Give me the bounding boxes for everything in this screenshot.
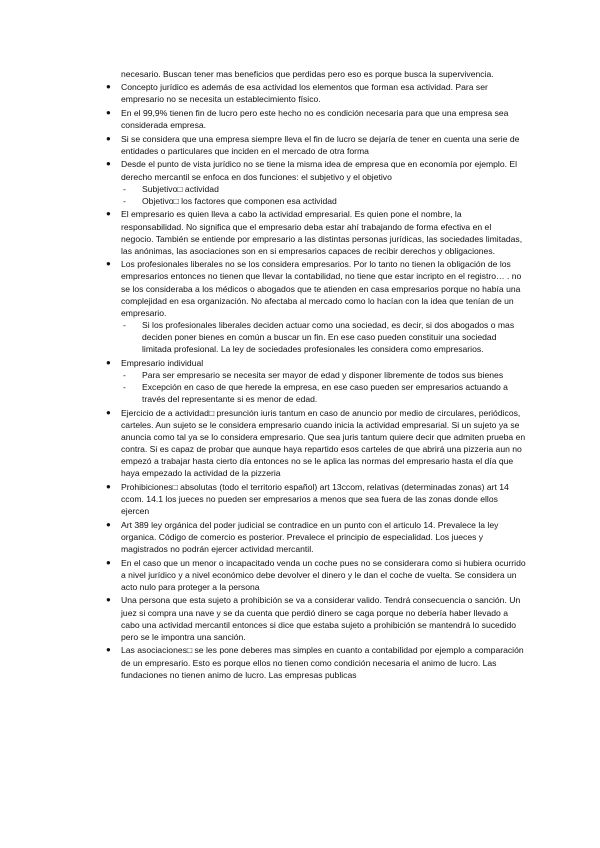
sub-list-item xyxy=(121,369,526,381)
continuation-paragraph: necesario. Buscan tener mas beneficios que perdidas pero eso es porque busca la supervivencia. xyxy=(121,69,494,79)
sub-list-item-text: Si los profesionales liberales deciden actuar como una sociedad, es decir, si dos abogados o mas deciden poner bienes en común a buscar un fin. En ese caso pueden constituir una sociedad limitada profesional. La ley de sociedades profesionales les considera como empresarios. xyxy=(142,319,515,355)
list-item xyxy=(106,594,526,642)
sub-list-item xyxy=(121,381,526,405)
bullet-icon: ● xyxy=(106,357,111,367)
sub-list xyxy=(121,319,526,355)
list-item xyxy=(106,357,526,405)
bullet-list xyxy=(106,81,526,681)
list-item-text: Una persona que esta sujeto a prohibición se va a considerar valido. Tendrá consecuencia o sanción. Un juez si compra una nave y se da cuenta que perdió dinero se caga porque no debería haber llevado a cabo una actividad mercantil entonces si dice que estaba sujeto a prohibición se mantendrá lo sucedido pero se le impontra una sanción. xyxy=(121,595,521,642)
list-item-text: Desde el punto de vista jurídico no se tiene la misma idea de empresa que en economía por ejemplo. El derecho mercantil se enfoca en dos funciones: el subjetivo y el objetivo xyxy=(121,159,518,182)
list-item-text: Prohibiciones□ absolutas (todo el territorio español) art 13ccom, relativas (determinadas zonas) art 14 ccom. 14.1 los jueces no pueden ser empresarios a menos que sea fuera de las zonas donde ellos ejercen xyxy=(121,481,509,517)
sub-list-item-text: Objetivo□ los factores que componen esa actividad xyxy=(142,195,337,206)
list-item xyxy=(106,158,526,206)
document-body xyxy=(106,68,526,682)
bullet-icon: ● xyxy=(106,557,111,567)
dash-icon: - xyxy=(123,183,126,194)
bullet-icon: ● xyxy=(106,595,111,605)
bullet-icon: ● xyxy=(106,82,111,92)
sub-list xyxy=(121,183,526,207)
sub-list-item xyxy=(121,319,526,355)
list-item-text: En el caso que un menor o incapacitado venda un coche pues no se considerara como si hubiera ocurrido a nivel jurídico y a nivel económico debe devolver el dinero y le dan el coche de vuelta. Se considera un acto nulo para proteger a la persona xyxy=(121,557,526,592)
list-item-text: Art 389 ley orgánica del poder judicial se contradice en un punto con el articulo 14. Prevalece la ley organica. Código de comercio es posterior. Prevalece el principio de especialidad. Los jueces y magistrados no podrán ejercer actividad mercantil. xyxy=(121,519,499,554)
list-item xyxy=(106,407,526,480)
list-item xyxy=(106,644,526,680)
sub-list-item-text: Excepción en caso de que herede la empresa, en ese caso pueden ser empresarios actuando a través del representante si es menor de edad. xyxy=(142,381,508,404)
bullet-icon: ● xyxy=(106,645,111,655)
list-item-text: Empresario individual xyxy=(121,357,204,368)
bullet-icon: ● xyxy=(106,519,111,529)
list-item-text: Las asociaciones□ se les pone deberes mas simples en cuanto a contabilidad por ejemplo a comparación de un empresario. Esto es porque ellos no tienen como condición necesaria el animo de lucro. Las fundaciones no tienen animo de lucro. Las empresas publicas xyxy=(121,645,524,680)
list-item xyxy=(106,107,526,131)
dash-icon: - xyxy=(123,381,126,392)
bullet-icon: ● xyxy=(106,107,111,117)
list-item-text: Si se considera que una empresa siempre lleva el fin de lucro se dejaría de tener en cuenta una serie de entidades o particulares que inciden en el mercado de otra forma xyxy=(121,133,520,156)
list-item-text: El empresario es quien lleva a cabo la actividad empresarial. Es quien pone el nombre, la responsabilidad. No significa que el empresario deba estar ahí trabajando de forma efectiva en el negocio. También se entiende por empresario a las distintas personas jurídicas, las sociedades limitadas, las anónimas, las asociaciones son en si empresarios capaces de recibir derechos y obligaciones. xyxy=(121,209,523,256)
bullet-icon: ● xyxy=(106,133,111,143)
list-item xyxy=(106,481,526,517)
sub-list-item xyxy=(121,183,526,195)
dash-icon: - xyxy=(123,369,126,380)
list-item xyxy=(106,557,526,593)
sub-list-item xyxy=(121,195,526,207)
list-item xyxy=(106,208,526,256)
sub-list xyxy=(121,369,526,405)
bullet-icon: ● xyxy=(106,407,111,417)
sub-list-item-text: Para ser empresario se necesita ser mayor de edad y disponer libremente de todos sus bienes xyxy=(142,369,504,380)
list-item-text: Los profesionales liberales no se los considera empresarios. Por lo tanto no tienen la obligación de los empresarios entonces no tienen que llevar la contabilidad, no tiene que estar incripto en el registro… . no se los consideraba a los médicos o abogados que te atienden en casa empresarios porque no había una complejidad en esa organización. No afectaba al mercado como lo hacían con la idea que tenían de un empresario. xyxy=(121,259,522,318)
dash-icon: - xyxy=(123,195,126,206)
list-item xyxy=(106,519,526,555)
list-item-text: Ejercicio de a actividad□ presunción iuris tantum en caso de anuncio por medio de circulares, periódicos, carteles. Aun sujeto se le considera empresario cuando inicia la actividad empresarial. Si un sujeto ya se anuncia como tal ya se lo considera empresario. Que sea juris tantum quiere decir que admiten prueba en contra. Si es capaz de probar que aunque haya repartido esos carteles de que abrirá una pizzeria aun no empezó a trabajar hasta cierto día entonces no se le aplica las normas del empresario hasta el día que haya empezado la actividad de la pizzeria xyxy=(121,407,526,479)
bullet-icon: ● xyxy=(106,259,111,269)
list-item xyxy=(106,133,526,157)
list-item xyxy=(106,258,526,355)
sub-list-item-text: Subjetivo□ actividad xyxy=(142,183,219,194)
bullet-icon: ● xyxy=(106,159,111,169)
list-item-text: Concepto jurídico es además de esa actividad los elementos que forman esa actividad. Para ser empresario no se necesita un establecimiento físico. xyxy=(121,82,488,105)
bullet-icon: ● xyxy=(106,209,111,219)
list-item-text: En el 99,9% tienen fin de lucro pero este hecho no es condición necesaria para que una empresa sea considerada empresa. xyxy=(121,107,509,130)
dash-icon: - xyxy=(123,319,126,330)
list-item xyxy=(106,81,526,105)
bullet-icon: ● xyxy=(106,481,111,491)
